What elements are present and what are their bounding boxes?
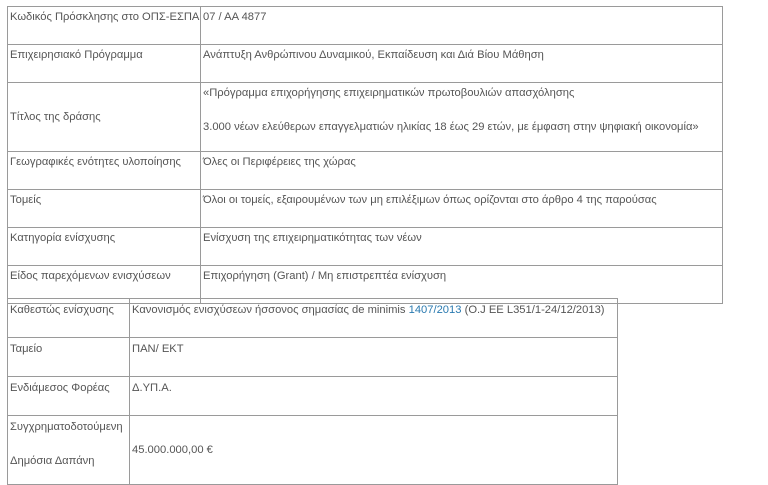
table-row [8, 416, 618, 485]
row-value: Όλοι οι τομείς, εξαιρουμένων των μη επιλέξιμων όπως ορίζονται στο άρθρο 4 της παρούσας [201, 190, 723, 228]
row-value: Ενίσχυση της επιχειρηματικότητας των νέων [201, 228, 723, 266]
status-text: Κανονισμός ενισχύσεων ήσσονος σημασίας de minimis [132, 304, 409, 316]
status-suffix: (O.J EE L351/1-24/12/2013) [461, 304, 605, 316]
row-label: Καθεστώς ενίσχυσης [8, 299, 130, 338]
row-value [130, 299, 618, 338]
row-value: 45.000.000,00 € [130, 416, 618, 485]
row-label: Επιχειρησιακό Πρόγραμμα [8, 45, 201, 83]
title-line-2: 3.000 νέων ελεύθερων επαγγελματιών ηλικίας 18 έως 29 ετών, με έμφαση στην ψηφιακή οικονομία» [203, 121, 699, 133]
table-row [8, 83, 723, 152]
table-row [8, 152, 723, 190]
row-label: Τίτλος της δράσης [8, 83, 201, 152]
row-label [8, 416, 130, 485]
spend-label-line-1: Συγχρηματοδοτούμενη [10, 421, 123, 433]
row-value: 07 / ΑΑ 4877 [201, 7, 723, 45]
row-value: Δ.ΥΠ.Α. [130, 377, 618, 416]
row-value: Ανάπτυξη Ανθρώπινου Δυναμικού, Εκπαίδευση και Διά Βίου Μάθηση [201, 45, 723, 83]
regulation-link[interactable]: 1407/2013 [408, 304, 462, 316]
funding-details-table [7, 298, 618, 485]
table-row [8, 7, 723, 45]
title-line-1: «Πρόγραμμα επιχορήγησης επιχειρηματικών πρωτοβουλιών απασχόλησης [203, 87, 575, 99]
row-label: Κωδικός Πρόσκλησης στο ΟΠΣ-ΕΣΠΑ [8, 7, 201, 45]
row-label: Τομείς [8, 190, 201, 228]
table-row [8, 45, 723, 83]
row-label: Είδος παρεχόμενων ενισχύσεων [8, 266, 201, 304]
program-details-table [7, 6, 723, 304]
row-value: ΠΑΝ/ ΕΚΤ [130, 338, 618, 377]
table-row [8, 228, 723, 266]
spend-label-line-2: Δημόσια Δαπάνη [10, 455, 95, 467]
table-row [8, 377, 618, 416]
row-label: Γεωγραφικές ενότητες υλοποίησης [8, 152, 201, 190]
table-row [8, 299, 618, 338]
row-value: Επιχορήγηση (Grant) / Μη επιστρεπτέα ενίσχυση [201, 266, 723, 304]
row-value: Όλες οι Περιφέρειες της χώρας [201, 152, 723, 190]
row-label: Κατηγορία ενίσχυσης [8, 228, 201, 266]
row-label: Ενδιάμεσος Φορέας [8, 377, 130, 416]
table-row [8, 338, 618, 377]
table-row [8, 190, 723, 228]
row-label: Ταμείο [8, 338, 130, 377]
row-value [201, 83, 723, 152]
